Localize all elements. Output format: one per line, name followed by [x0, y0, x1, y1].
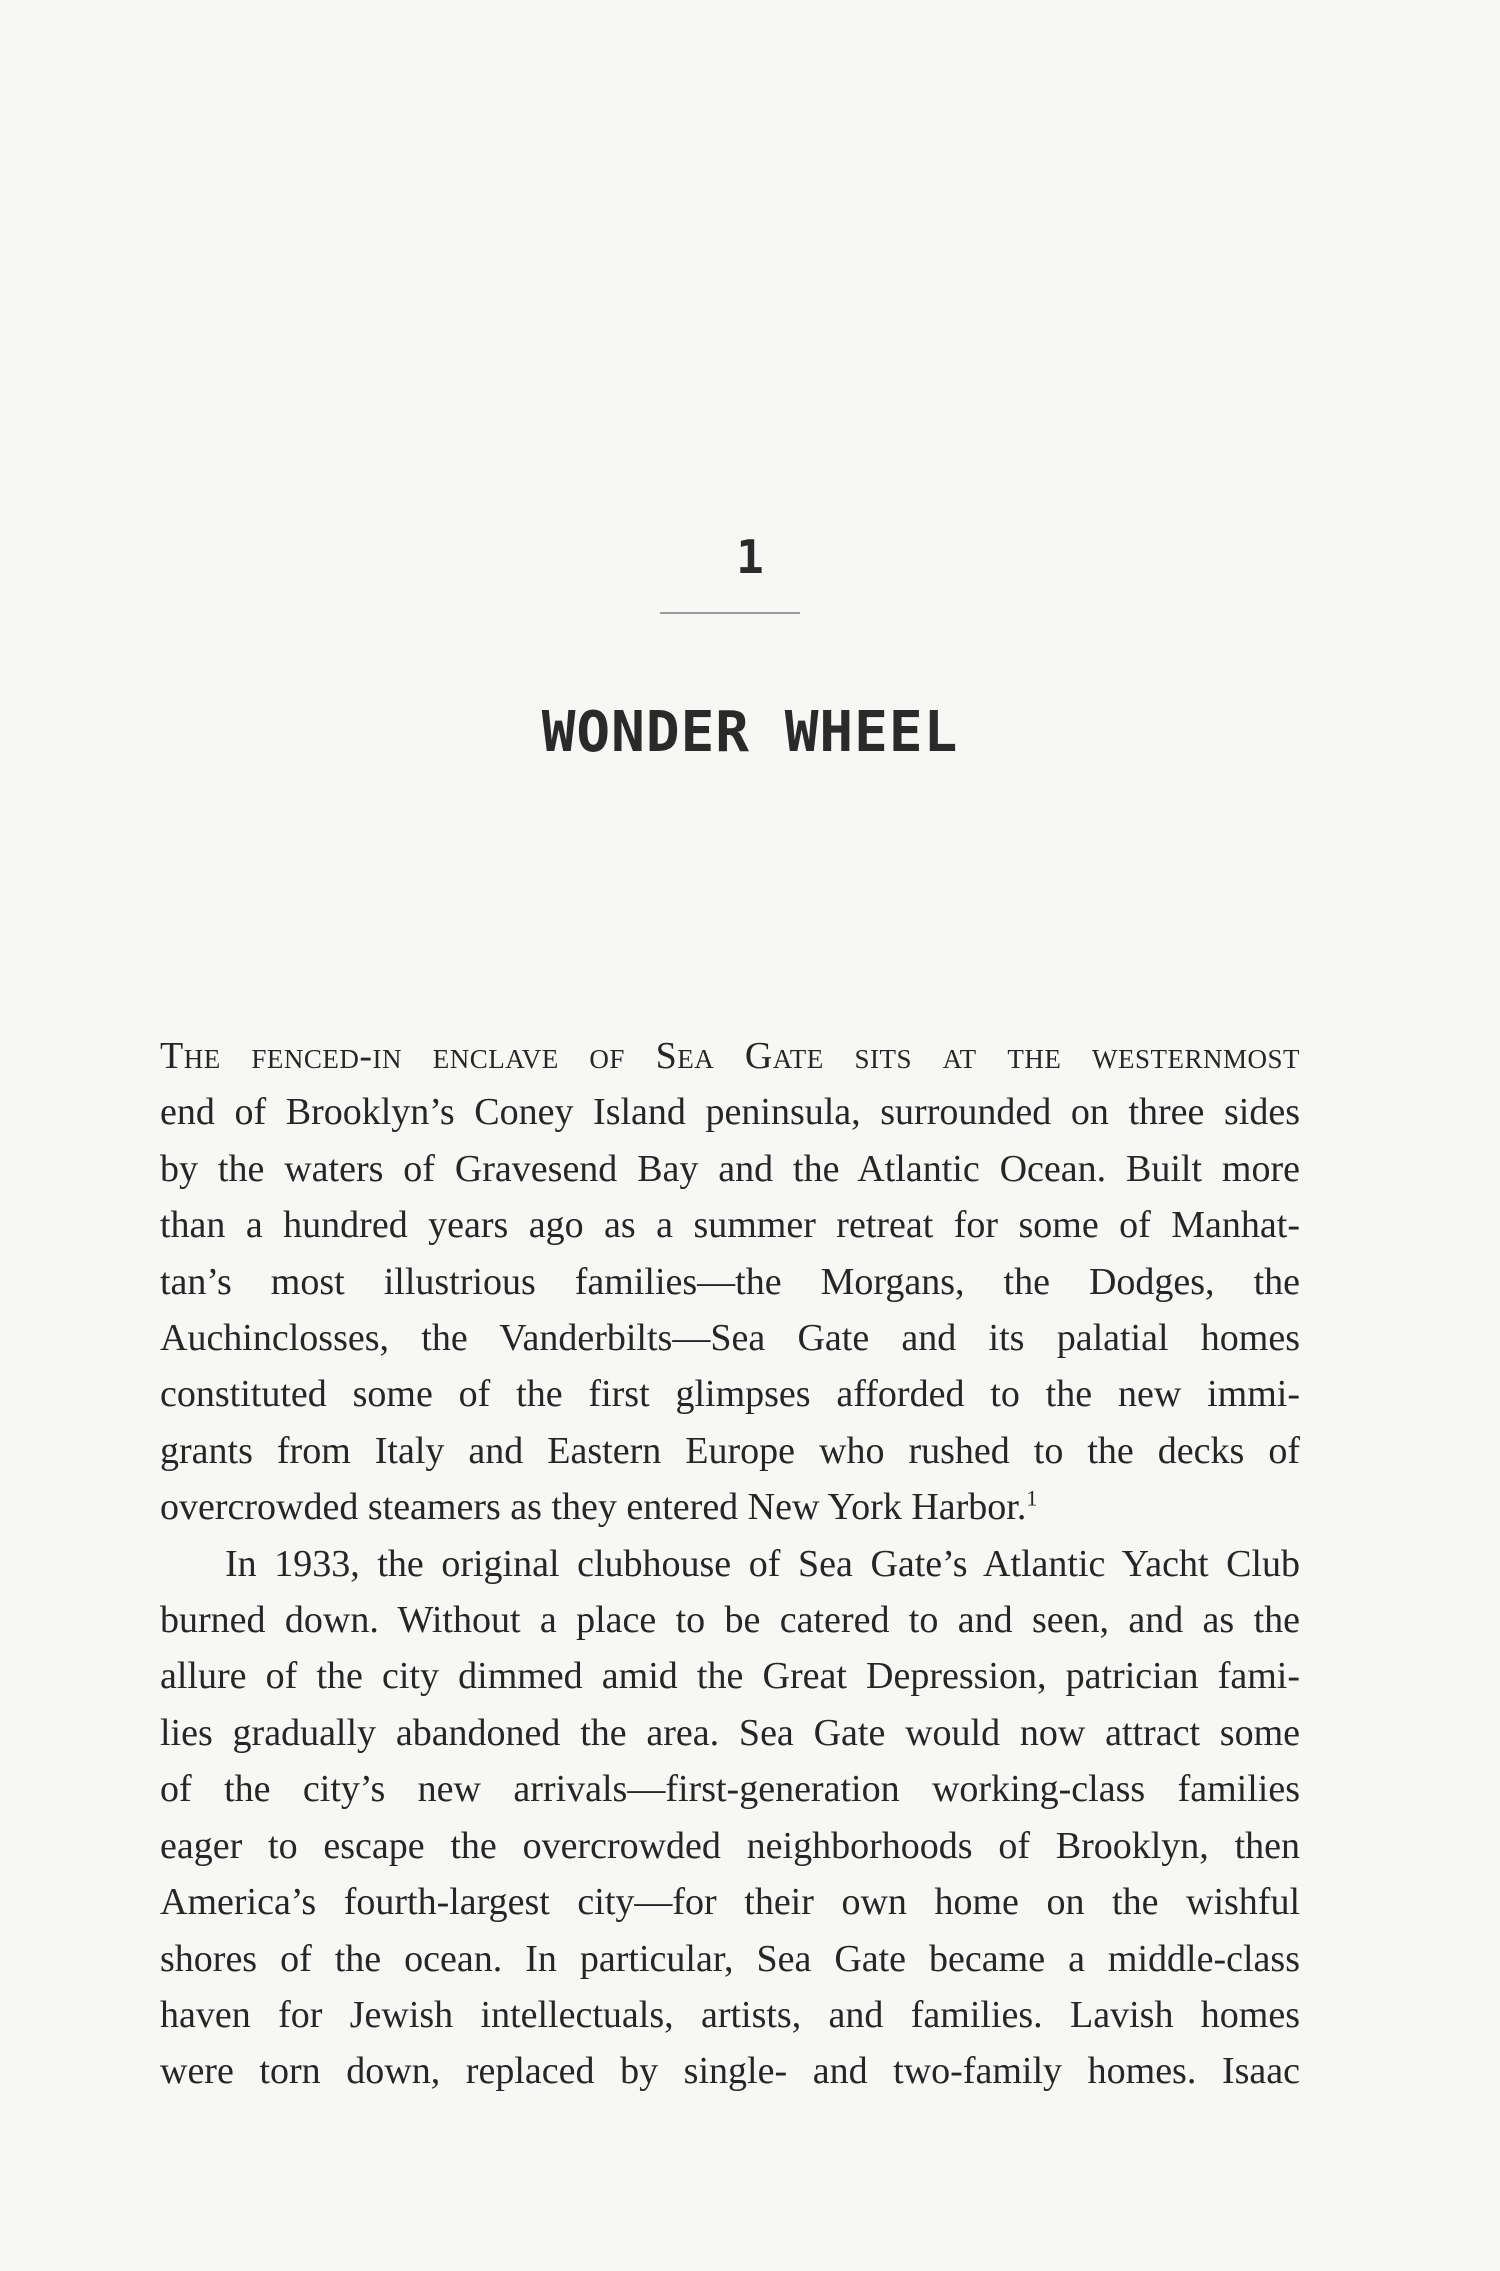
- text-line: shores of the ocean. In particular, Sea Gate became a middle-class: [160, 1937, 1300, 1980]
- text-line: America’s fourth-largest city—for their own home on the wishful: [160, 1881, 1300, 1924]
- text-line: eager to escape the overcrowded neighborhoods of Brooklyn, then: [160, 1824, 1300, 1867]
- text-line: end of Brooklyn’s Coney Island peninsula, surrounded on three sides: [160, 1091, 1300, 1134]
- text-line: tan’s most illustrious families—the Morgans, the Dodges, the: [160, 1260, 1300, 1303]
- text-line: Auchinclosses, the Vanderbilts—Sea Gate and its palatial homes: [160, 1317, 1300, 1360]
- text-line: burned down. Without a place to be catered to and seen, and as the: [160, 1599, 1300, 1642]
- text-line: constituted some of the first glimpses afforded to the new immi-: [160, 1373, 1300, 1416]
- paragraph-1: [160, 1028, 1300, 1536]
- text-line-indented: In 1933, the original clubhouse of Sea Gate’s Atlantic Yacht Club: [225, 1542, 1300, 1585]
- chapter-number: 1: [736, 530, 764, 584]
- final-line-text: overcrowded steamers as they entered New York Harbor.: [160, 1486, 1027, 1529]
- text-line-final: [160, 1479, 1300, 1535]
- text-line: were torn down, replaced by single- and two-family homes. Isaac: [160, 2050, 1300, 2093]
- footnote-reference[interactable]: 1: [1026, 1485, 1038, 1511]
- text-line: of the city’s new arrivals—first-generation working-class families: [160, 1768, 1300, 1811]
- text-line: haven for Jewish intellectuals, artists, and families. Lavish homes: [160, 1993, 1300, 2036]
- text-line: allure of the city dimmed amid the Great Depression, patrician fami-: [160, 1655, 1300, 1698]
- text-line: by the waters of Gravesend Bay and the Atlantic Ocean. Built more: [160, 1147, 1300, 1190]
- paragraph-2: [160, 1536, 1300, 2100]
- text-line: grants from Italy and Eastern Europe who rushed to the decks of: [160, 1429, 1300, 1472]
- chapter-divider: [660, 612, 800, 614]
- chapter-body: [160, 1028, 1300, 2100]
- chapter-title: WONDER WHEEL: [541, 700, 959, 765]
- opening-line: The fenced-in enclave of Sea Gate sits at the westernmost: [160, 1035, 1300, 1077]
- text-line: than a hundred years ago as a summer retreat for some of Manhat-: [160, 1204, 1300, 1247]
- text-line: lies gradually abandoned the area. Sea Gate would now attract some: [160, 1711, 1300, 1754]
